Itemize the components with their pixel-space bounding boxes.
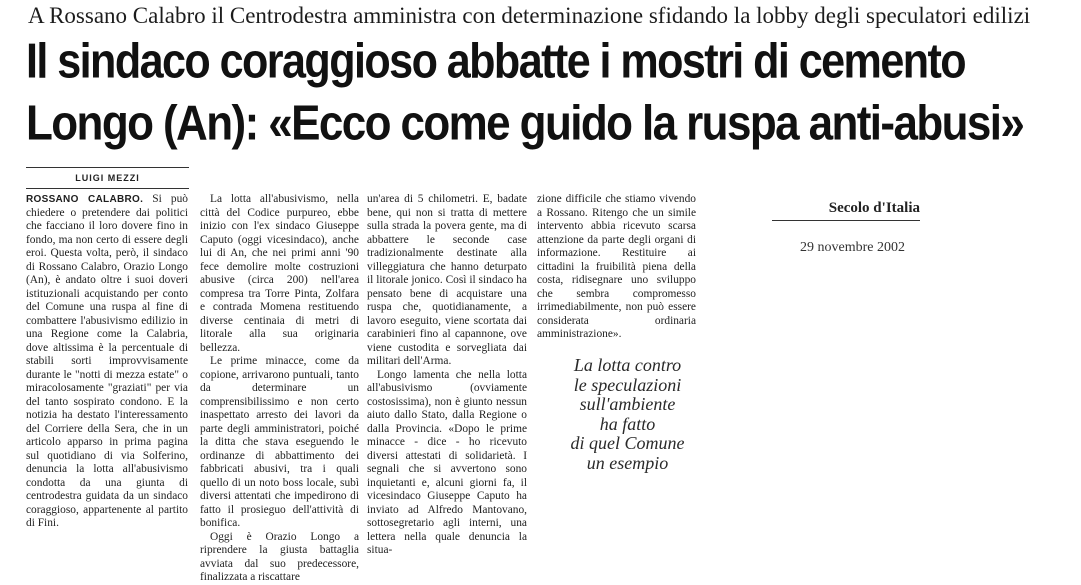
byline: LUIGI MEZZI [75,173,140,183]
article-paragraph: La lotta all'abusivismo, nella città del Codice purpureo, ebbe inizio con l'ex sindaco Giuseppe Caputo (oggi vicesindaco), anche lui di An, che nei primi anni '90 fece demolire molte costruzioni abusive (circa 200) nell'area compresa tra Torre Pinta, Zolfara e contrada Momena restituendo diverse centinaia di metri di litorale alla sua originaria bellezza. [200,193,359,354]
article-column-2 [200,193,359,583]
article-paragraph: Longo lamenta che nella lotta all'abusivismo (ovviamente costosissima), non è giunto nessun aiuto dallo Stato, dalla Regione o dalla Provincia. «Dopo le prime minacce - dice - ho ricevuto diversi attestati di solidarietà. I segnali che si avvertono sono inquietanti e, alcuni giorni fa, il vicesindaco Giuseppe Caputo ha inviato ad Alfredo Mantovano, sottosegretario agli interni, una lettera nella quale denuncia la situa- [367,368,527,556]
pull-quote-line: un esempio [586,452,669,473]
article-paragraph: zione difficile che stiamo vivendo a Rossano. Ritengo che un simile intervento abbia ricevuto scarsa attenzione da parte degli organi di informazione. Restituire ai cittadini la fruibilità piena della costa, ridisegnare uno sviluppo che sembra compromesso irrimediabilmente, non può essere considerata ordinaria amministrazione». [537,193,696,340]
byline-bottom-rule [26,188,189,189]
article-paragraph: Oggi è Orazio Longo a riprendere la giusta battaglia avviata dal suo predecessore, finalizzata a riscattare [200,530,359,583]
pull-quote [545,356,710,473]
source-rule [772,220,920,221]
article-paragraph: un'area di 5 chilometri. E, badate bene, qui non si tratta di mettere sulla strada la povera gente, ma di abbattere le seconde case tradizionalmente destinate alla villeggiatura che hanno deturpato il litorale jonico. Così il sindaco ha pensato bene di acquistare una ruspa che, quotidianamente, a lavoro eseguito, viene scortata dai carabinieri fino al capannone, ove viene custodita e sorvegliata dai militari dell'Arma. [367,193,527,367]
article-paragraph [26,193,188,531]
pull-quote-line: sull'ambiente [579,394,676,414]
source-date: 29 novembre 2002 [800,240,905,255]
article-column-3 [367,193,527,556]
headline-line-2: Longo (An): «Ecco come guido la ruspa anti-abusi» [26,96,1024,151]
pull-quote-line: di quel Comune [570,433,685,453]
pull-quote-line: La lotta contro [573,355,682,375]
byline-top-rule [26,167,189,168]
article-kicker: A Rossano Calabro il Centrodestra amministra con determinazione sfidando la lobby degli speculatori edilizi [28,3,1031,28]
headline-line-1: Il sindaco coraggioso abbatte i mostri di cemento [26,34,966,89]
pull-quote-line: le speculazioni [573,374,682,395]
dateline: ROSSANO CALABRO. [26,194,144,205]
pull-quote-line: ha fatto [599,413,656,434]
article-column-4 [537,193,696,338]
source-publication: Secolo d'Italia [828,200,920,216]
article-paragraph: Le prime minacce, come da copione, arrivarono puntuali, tanto da determinare un comprensibilissimo e non certo inaspettato arresto dei lavori da parte degli amministratori, poiché la ditta che stava eseguendo le ordinanze di abbattimento dei fabbricati abusivi, tra i quali quello di un noto boss locale, subì diversi attentati che impedirono di fatto il prosieguo dell'attività di bonifica. [200,355,359,529]
article-column-1 [26,193,188,528]
paragraph-text: Si può chiedere o pretendere dai politici che facciano il loro dovere fino in fondo, ma non certo di essere degli eroi. Questa volta, però, il sindaco di Rossano Calabro, Orazio Longo (An), è andato oltre i suoi doveri istituzionali acquistando per conto del Comune una ruspa al fine di combattere l'abusivismo edilizio in una Regione come la Calabria, dove altissima è la percentuale di stabili sorti improvvisamente durante le "notti di mezza estate" o miracolosamente "graziati" per via del tanto sospirato condono. E la notizia ha destato l'interessamento del Corriere della Sera, che in un articolo apparso in prima pagina sul quotidiano di via Solferino, denuncia la lotta all'abusivismo condotta da una giunta di centrodestra guidata da un sindaco coraggioso, appartenente al partito di Fini. [26,193,188,529]
